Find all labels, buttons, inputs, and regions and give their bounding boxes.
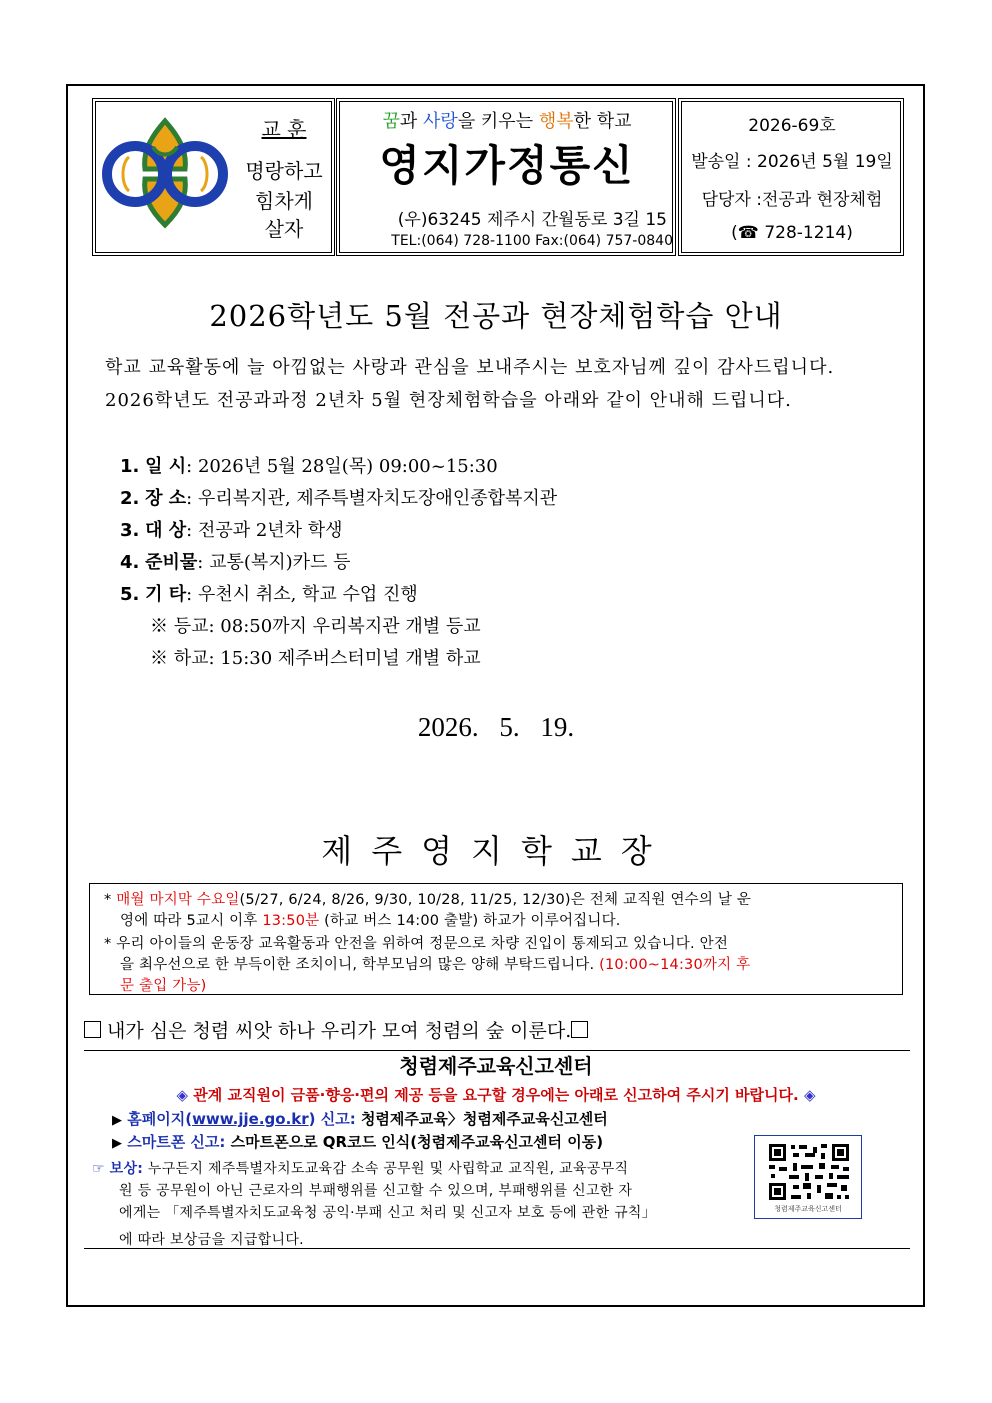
- document-title: 2026학년도 5월 전공과 현장체험학습 안내: [209, 299, 783, 333]
- reward-line-4: 에 따라 보상금을 지급합니다.: [119, 1232, 304, 1248]
- checkbox-icon: [84, 1021, 101, 1038]
- integrity-motto: 내가 심은 청렴 씨앗 하나 우리가 모여 청렴의 숲 이룬다.: [84, 1016, 588, 1043]
- send-date: 발송일 : 2026년 5월 19일: [691, 152, 893, 172]
- triangle-right-icon: ▶: [112, 1136, 122, 1151]
- notice-line-4: 을 최우선으로 한 부득이한 조치이니, 학부모님의 많은 양해 부탁드립니다. (10:00~14:30까지 후: [120, 957, 751, 973]
- qr-caption: 청렴제주교육신고센터: [774, 1205, 842, 1213]
- pointing-hand-icon: ☞: [92, 1161, 105, 1177]
- newsletter-title: 영지가정통신: [379, 141, 635, 190]
- intro-line-2: 2026학년도 전공과과정 2년차 5월 현장체험학습을 아래와 같이 안내해 드립니다.: [105, 390, 792, 411]
- report-homepage: ▶ 홈페이지(www.jje.go.kr) 신고: 청렴제주교육〉청렴제주교육신고센터: [112, 1110, 608, 1128]
- report-smartphone: ▶ 스마트폰 신고: 스마트폰으로 QR코드 인식(청렴제주교육신고센터 이동): [112, 1133, 604, 1151]
- issue-number: 2026-69호: [748, 116, 836, 136]
- note-dismissal: ※ 하교: 15:30 제주버스터미널 개별 하교: [150, 648, 481, 669]
- issue-info-box: [678, 98, 904, 256]
- intro-line-1: 학교 교육활동에 늘 아낌없는 사랑과 관심을 보내주시는 보호자님께 깊이 감사드립니다.: [105, 357, 835, 378]
- checkbox-icon: [571, 1021, 588, 1038]
- report-warning: ◈ 관계 교직원이 금품·향응·편의 제공 등을 요구할 경우에는 아래로 신고하여 주시기 바랍니다. ◈: [176, 1086, 816, 1104]
- reward-line-2: 원 등 공무원이 아닌 근로자의 부패행위를 신고할 수 있으며, 부패행위를 신고한 자: [119, 1183, 633, 1199]
- school-address: (우)63245 제주시 간월동로 3길 15: [397, 210, 667, 230]
- principal-signature: 제주영지학교장: [321, 832, 671, 870]
- report-center-title: 청렴제주교육신고센터: [399, 1054, 593, 1078]
- motto-heading: 교 훈: [261, 117, 307, 141]
- school-slogan: 꿈과 사랑을 키우는 행복한 학교: [382, 111, 632, 132]
- motto-line-3: 살자: [264, 217, 304, 241]
- reward-line-1: ☞ 보상: 누구든지 제주특별자치도교육감 소속 공무원 및 사립학교 교직원, 교육공무직: [92, 1161, 629, 1177]
- triangle-right-icon: ▶: [112, 1113, 122, 1128]
- newsletter-header: [92, 98, 904, 256]
- qr-code-box[interactable]: [754, 1135, 862, 1219]
- title-box: [336, 98, 676, 256]
- notice-box: [89, 883, 903, 995]
- school-logo-icon: [99, 117, 231, 229]
- item-target: 3. 대 상: 전공과 2년차 학생: [120, 520, 343, 541]
- school-motto-box: [92, 98, 335, 256]
- phone: (☎ 728-1214): [731, 223, 853, 243]
- note-arrival: ※ 등교: 08:50까지 우리복지관 개별 등교: [150, 616, 481, 637]
- item-supplies: 4. 준비물: 교통(복지)카드 등: [120, 552, 351, 573]
- reward-line-3: 에게는 「제주특별자치도교육청 공익·부패 신고 처리 및 신고자 보호 등에 관한 규칙」: [119, 1205, 657, 1221]
- document-date: 2026. 5. 19.: [417, 712, 575, 742]
- motto-line-2: 힘차게: [255, 189, 313, 213]
- tel-fax: TEL:(064) 728-1100 Fax:(064) 757-0840: [391, 233, 673, 249]
- divider-bottom: [84, 1248, 910, 1249]
- notice-line-2: 영에 따라 5교시 이후 13:50분 (하교 버스 14:00 출발) 하교가 이루어집니다.: [120, 913, 621, 929]
- item-place: 2. 장 소: 우리복지관, 제주특별자치도장애인종합복지관: [120, 488, 558, 509]
- item-date: 1. 일 시: 2026년 5월 28일(목) 09:00~15:30: [120, 456, 498, 477]
- notice-line-3: * 우리 아이들의 운동장 교육활동과 안전을 위하여 정문으로 차량 진입이 통제되고 있습니다. 안전: [104, 936, 729, 952]
- homepage-link[interactable]: www.jje.go.kr: [192, 1110, 309, 1128]
- item-etc: 5. 기 타: 우천시 취소, 학교 수업 진행: [120, 584, 418, 605]
- notice-line-1: * 매월 마지막 수요일(5/27, 6/24, 8/26, 9/30, 10/28, 11/25, 12/30)은 전체 교직원 연수의 날 운: [104, 892, 752, 908]
- motto-line-1: 명랑하고: [245, 159, 323, 183]
- qr-code-icon: [765, 1141, 853, 1203]
- manager: 담당자 :전공과 현장체험: [701, 190, 883, 210]
- notice-line-5: 문 출입 가능): [120, 978, 207, 994]
